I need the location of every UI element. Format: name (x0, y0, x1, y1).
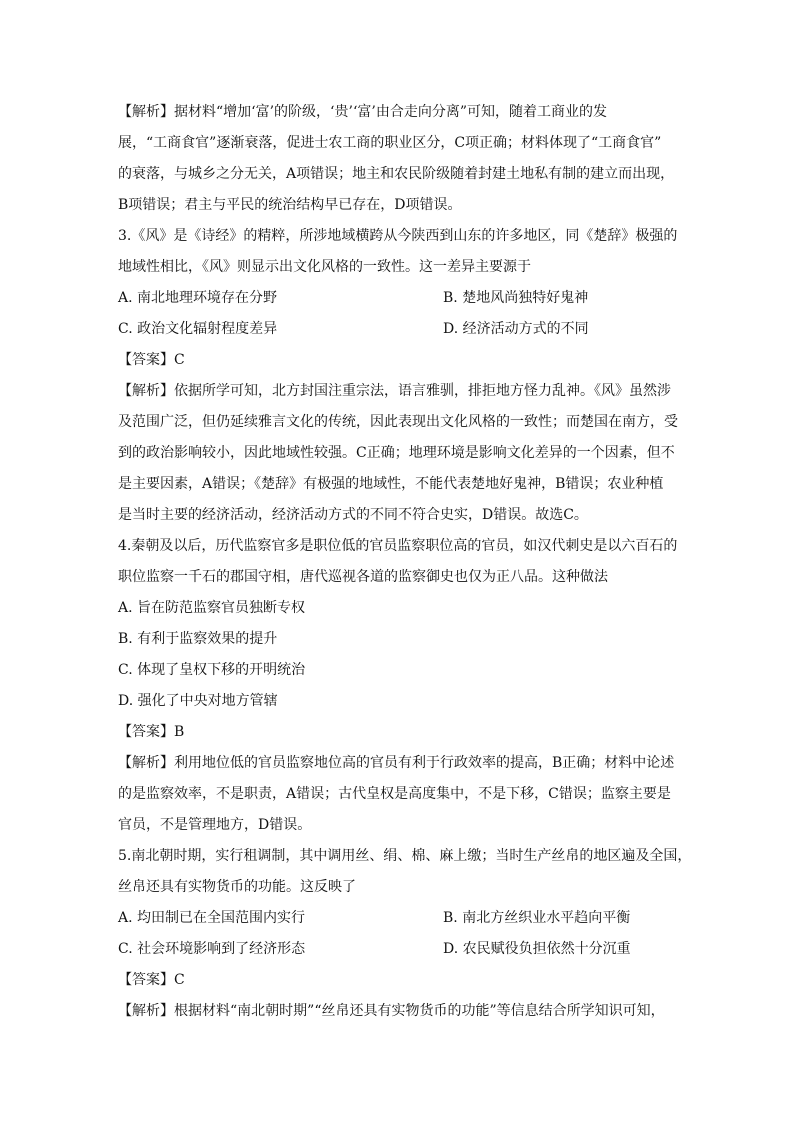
question-5-stem-line-1: 5.南北朝时期，实行租调制，其中调用丝、绢、棉、麻上缴；当时生产丝帛的地区遍及全国， (118, 848, 692, 864)
q3-option-d: D. 经济活动方式的不同 (443, 321, 589, 337)
q4-option-d: D. 强化了中央对地方管辖 (118, 693, 278, 709)
analysis-q3-line-1: 【解析】依据所学可知，北方封国注重宗法，语言雅驯，排拒地方怪力乱神。《风》虽然涉 (118, 383, 671, 399)
q5-answer: 【答案】C (118, 972, 185, 988)
q5-option-d: D. 农民赋役负担依然十分沉重 (443, 941, 631, 957)
q4-option-c: C. 体现了皇权下移的开明统治 (118, 662, 306, 678)
analysis-q2-line-2: 展，“工商食官”逐渐衰落，促进士农工商的职业区分，C项正确；材料体现了“工商食官” (118, 135, 662, 151)
analysis-q2-line-3: 的衰落，与城乡之分无关，A项错误；地主和农民阶级随着封建土地私有制的建立而出现， (118, 166, 675, 182)
q5-option-a: A. 均田制已在全国范围内实行 (118, 910, 306, 926)
question-3-stem-line-2: 地域性相比，《风》则显示出文化风格的一致性。这一差异主要源于 (118, 259, 531, 275)
q3-option-a: A. 南北地理环境存在分野 (118, 290, 278, 306)
q5-option-c: C. 社会环境影响到了经济形态 (118, 941, 306, 957)
analysis-q4-line-3: 官员，不是管理地方，D错误。 (118, 817, 312, 833)
question-4-stem-line-1: 4.秦朝及以后，历代监察官多是职位低的官员监察职位高的官员，如汉代刺史是以六百石的 (118, 538, 678, 554)
q5-option-b: B. 南北方丝织业水平趋向平衡 (443, 910, 631, 926)
analysis-q3-line-3: 到的政治影响较小，因此地域性较强。C正确；地理环境是影响文化差异的一个因素，但不 (118, 445, 675, 461)
q4-answer: 【答案】B (118, 724, 185, 740)
q3-option-b: B. 楚地风尚独特好鬼神 (443, 290, 589, 306)
analysis-q3-line-2: 及范围广泛，但仍延续雅言文化的传统，因此表现出文化风格的一致性；而楚国在南方，受 (118, 414, 678, 430)
question-5-stem-line-2: 丝帛还具有实物货币的功能。这反映了 (118, 879, 356, 895)
analysis-q4-line-1: 【解析】利用地位低的官员监察地位高的官员有利于行政效率的提高，B正确；材料中论述 (118, 755, 675, 771)
analysis-q5-line-1: 【解析】根据材料“南北朝时期”“丝帛还具有实物货币的功能”等信息结合所学知识可知， (118, 1003, 665, 1019)
analysis-q2-line-4: B项错误；君主与平民的统治结构早已存在，D项错误。 (118, 197, 462, 213)
q4-option-b: B. 有利于监察效果的提升 (118, 631, 278, 647)
analysis-q4-line-2: 的是监察效率，不是职责，A错误；古代皇权是高度集中，不是下移，C错误；监察主要是 (118, 786, 671, 802)
analysis-q2-line-1: 【解析】据材料“增加‘富’的阶级，‘贵’‘富’由合走向分离”可知，随着工商业的发 (118, 104, 608, 120)
analysis-q3-line-5: 是当时主要的经济活动，经济活动方式的不同不符合史实，D错误。故选C。 (118, 507, 588, 523)
question-3-stem-line-1: 3.《风》是《诗经》的精粹，所涉地域横跨从今陕西到山东的许多地区，同《楚辞》极强的 (118, 228, 678, 244)
q4-option-a: A. 旨在防范监察官员独断专权 (118, 600, 306, 616)
analysis-q3-line-4: 是主要因素，A错误；《楚辞》有极强的地域性，不能代表楚地好鬼神，B错误；农业种植 (118, 476, 664, 492)
q3-answer: 【答案】C (118, 352, 185, 368)
q3-option-c: C. 政治文化辐射程度差异 (118, 321, 278, 337)
question-4-stem-line-2: 职位监察一千石的郡国守相，唐代巡视各道的监察御史也仅为正八品。这种做法 (118, 569, 608, 585)
